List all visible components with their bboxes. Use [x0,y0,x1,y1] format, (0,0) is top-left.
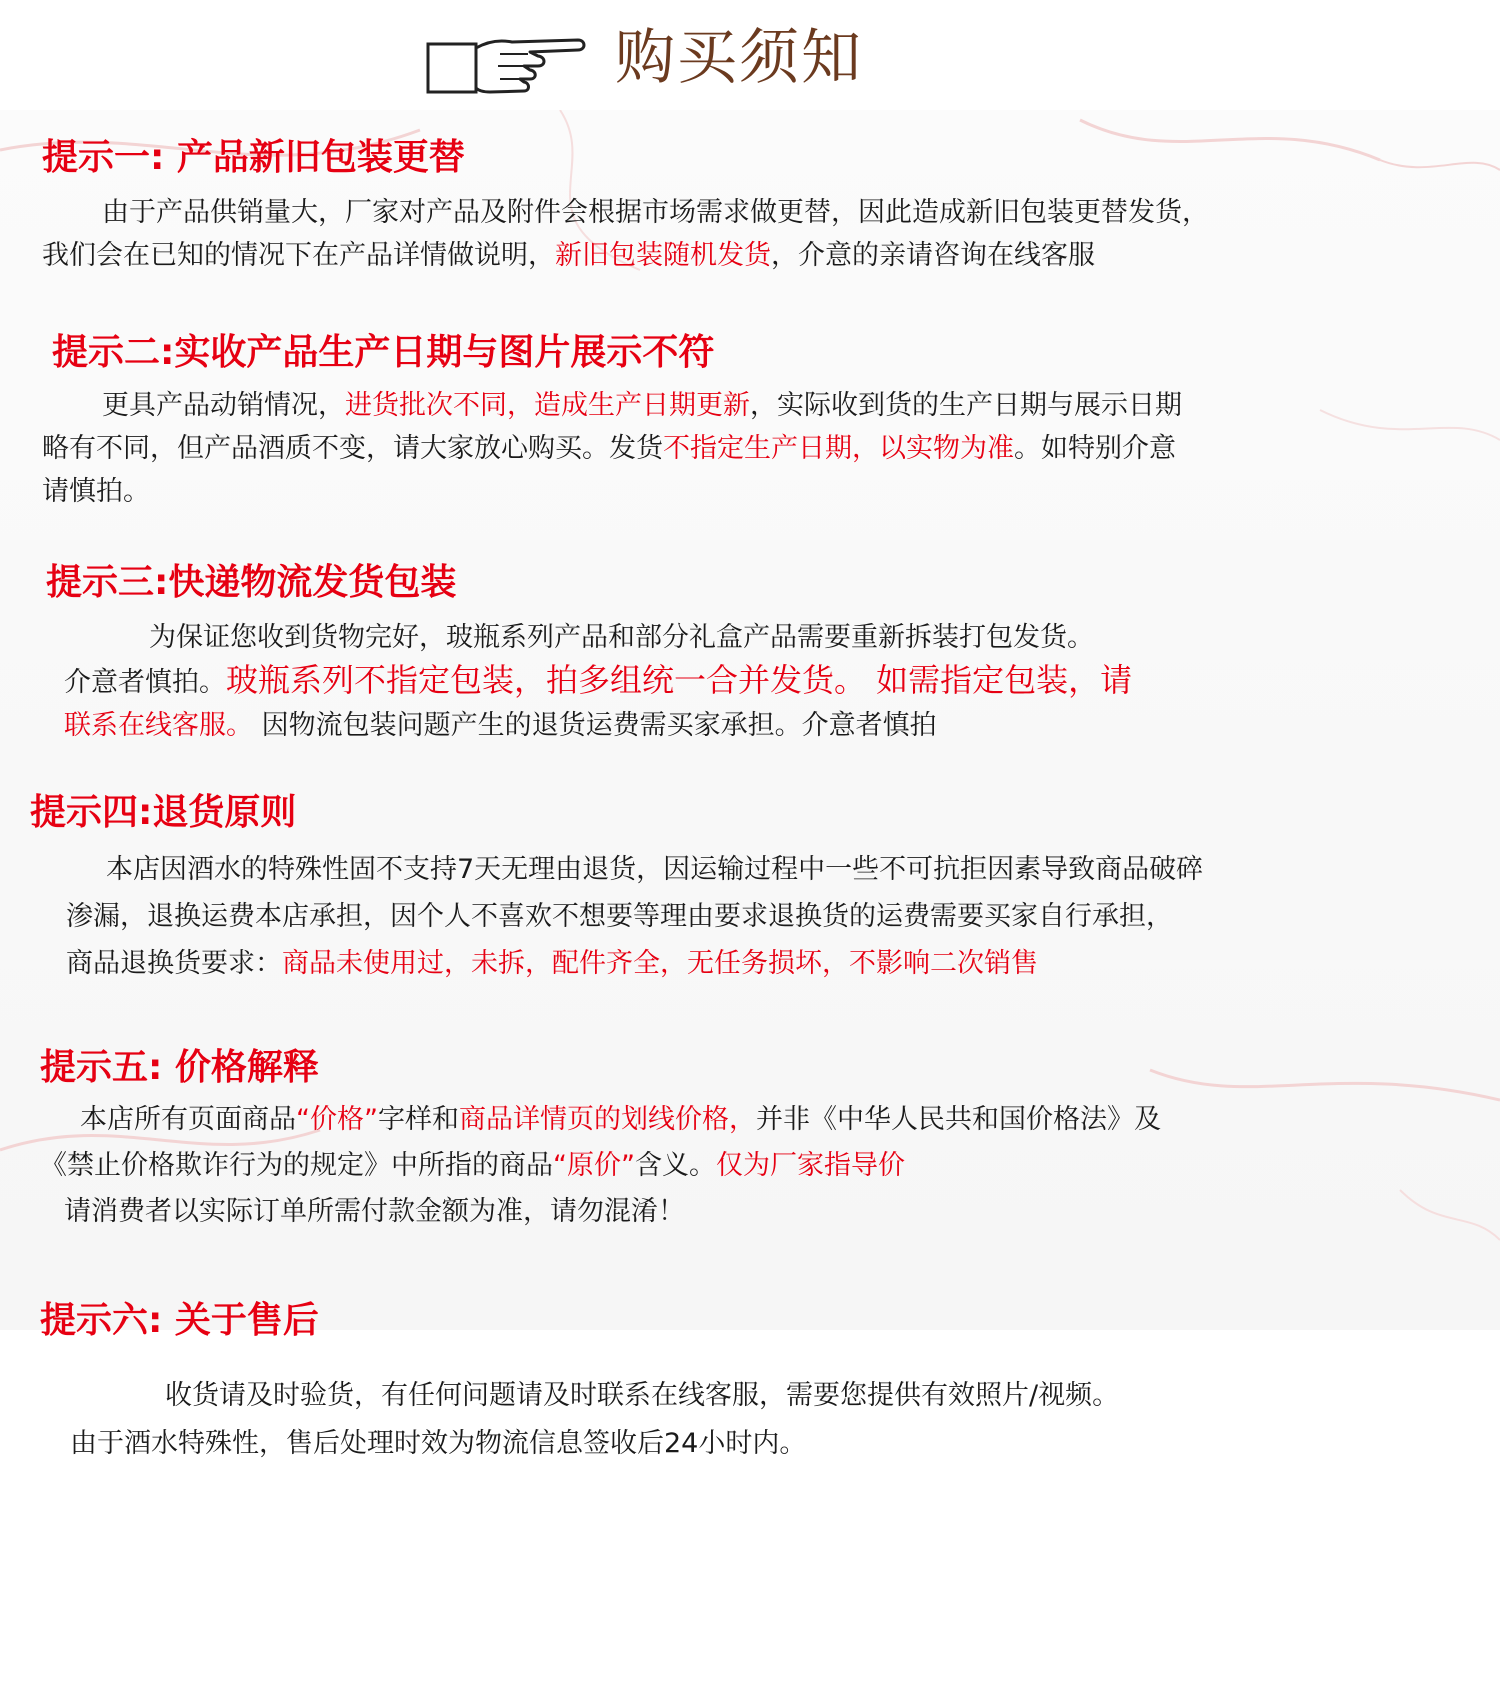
tip-section [30,790,1480,987]
body-text: 由于酒水特殊性，售后处理时效为物流信息签收后24小时内。 [70,1428,807,1459]
tip-body [40,1097,1490,1235]
tip-body [42,616,1492,747]
tip-line [42,384,1492,427]
tip-line [42,427,1492,470]
tip-section [40,1045,1490,1235]
body-text: 。如特别介意 [1014,433,1176,464]
body-text: 我们会在已知的情况下在产品详情做说明， [42,240,555,271]
tip-body [30,846,1480,987]
highlight-text: 仅为厂家指导价 [715,1150,905,1181]
tip-section [40,1298,1490,1468]
tip-section [42,330,1492,513]
body-text: 本店因酒水的特殊性固不支持7天无理由退货，因运输过程中一些不可抗拒因素导致商品破碎 [106,854,1204,885]
tip-line [42,191,1492,234]
page-title: 购买须知 [615,23,863,93]
highlight-text: 进货批次不同，造成生产日期更新 [345,390,750,421]
tip-line [40,1189,1490,1235]
tip-line [42,470,1492,513]
tip-line [66,940,1480,987]
body-text: 商品退换货要求： [66,948,282,979]
tip-line [64,704,1492,747]
tip-line [66,893,1480,940]
highlight-text: 玻瓶系列不指定包装，拍多组统一合并发货。 如需指定包装，请 [226,661,1133,699]
tip-line [66,846,1480,893]
tip-line [70,1372,1490,1420]
tip-line [64,659,1492,704]
body-text: 收货请及时验货，有任何问题请及时联系在线客服，需要您提供有效照片/视频。 [165,1380,1120,1411]
page-header [420,10,1140,105]
highlight-text: 新旧包装随机发货 [555,240,771,271]
tip-line [40,1097,1490,1143]
tip-title: 提示一: 产品新旧包装更替 [42,137,465,178]
tip-line [40,1143,1490,1189]
tip-section [42,560,1492,747]
highlight-text: 商品未使用过，未拆，配件齐全，无任务损坏，不影响二次销售 [282,948,1038,979]
body-text: ，介意的亲请咨询在线客服 [771,240,1095,271]
tip-title: 提示五: 价格解释 [40,1047,319,1088]
tip-body [42,191,1492,277]
body-text: 字样和 [377,1104,459,1135]
body-text: 渗漏，退换运费本店承担，因个人不喜欢不想要等理由要求退换货的运费需要买家自行承担， [66,901,1173,932]
tip-section [42,135,1492,277]
body-text: 略有不同，但产品酒质不变，请大家放心购买。发货 [42,433,663,464]
body-text: 更具产品动销情况， [102,390,345,421]
body-text: 因物流包装问题产生的退货运费需买家承担。介意者慎拍 [253,710,937,741]
highlight-text: “价格” [296,1104,378,1135]
body-text: ，实际收到货的生产日期与展示日期 [750,390,1182,421]
tip-title: 提示四:退货原则 [30,792,297,833]
highlight-text: 商品详情页的划线价格， [458,1104,756,1135]
tip-line [70,1420,1490,1468]
body-text: 请消费者以实际订单所需付款金额为准，请勿混淆！ [64,1196,685,1227]
body-text: 《禁止价格欺诈行为的规定》中所指的商品 [40,1150,553,1181]
tip-line [42,234,1492,277]
highlight-text: 不指定生产日期，以实物为准 [663,433,1014,464]
tip-title: 提示二:实收产品生产日期与图片展示不符 [52,332,715,373]
highlight-text: “原价” [553,1150,635,1181]
body-text: 本店所有页面商品 [80,1104,296,1135]
tip-line [64,616,1492,659]
tip-body [40,1372,1490,1468]
body-text: 由于产品供销量大，厂家对产品及附件会根据市场需求做更替，因此造成新旧包装更替发货， [102,197,1209,228]
tip-body [42,384,1492,513]
body-text: 请慎拍。 [42,476,150,507]
body-text: 并非《中华人民共和国价格法》及 [755,1104,1161,1135]
pointing-hand-icon [420,30,590,100]
body-text: 为保证您收到货物完好，玻瓶系列产品和部分礼盒产品需要重新拆装打包发货。 [149,622,1094,653]
body-text: 介意者慎拍。 [64,667,226,698]
body-text: 含义。 [634,1150,716,1181]
tip-title: 提示三:快递物流发货包装 [46,562,457,603]
highlight-text: 联系在线客服。 [64,710,253,741]
tip-title: 提示六: 关于售后 [40,1300,319,1341]
